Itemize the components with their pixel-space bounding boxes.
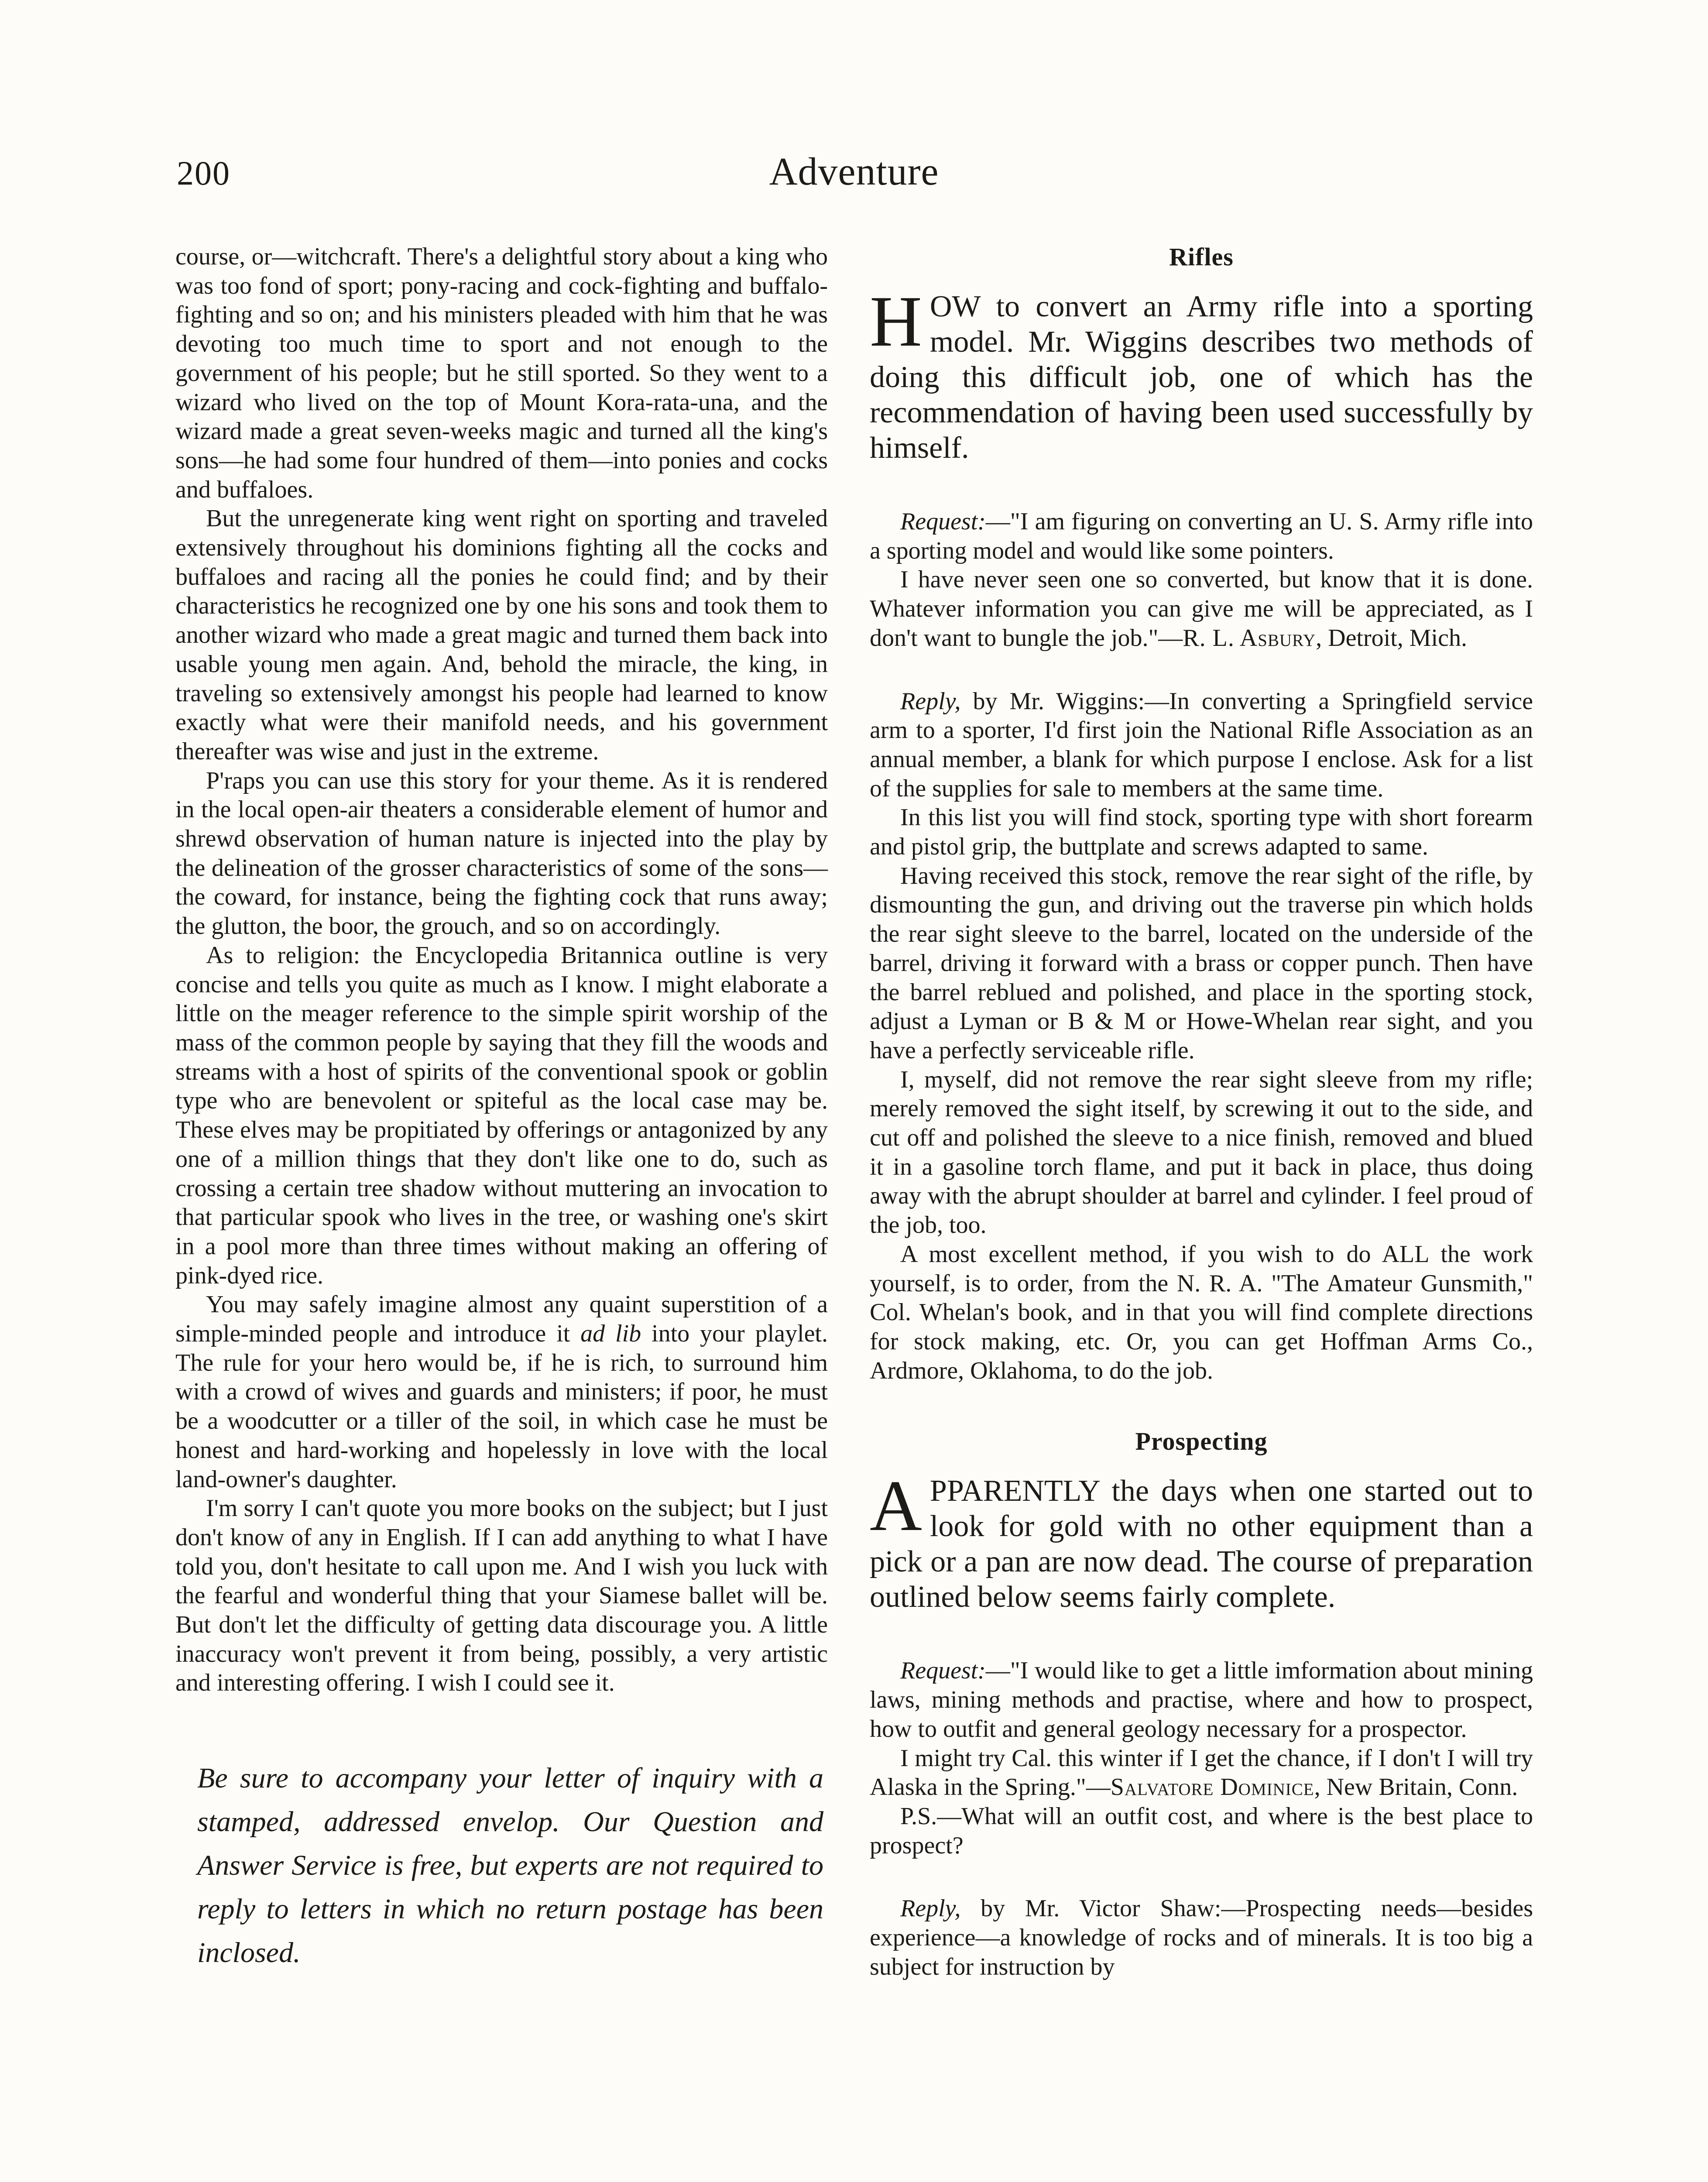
request-label: Request:	[900, 1657, 986, 1685]
section-title-rifles: Rifles	[1169, 243, 1234, 271]
request-signature: R. L. Asbury	[1183, 624, 1316, 652]
request-text: I have never seen one so converted, but know that it is done. Whatever information you can give me will be appreciated, as I don't want to bungle the job."—	[870, 566, 1533, 652]
request-text: —"I am figuring on converting an U. S. Army rifle into a sporting model and would like some pointers.	[870, 508, 1533, 564]
spacer	[870, 1860, 1533, 1894]
italic-phrase: ad lib	[580, 1320, 641, 1348]
request-text: —"I would like to get a little imformation about mining laws, mining methods and practise, where and how to prospect, how to outfit and general geology necessary for a prospector.	[870, 1657, 1533, 1743]
paragraph: I'm sorry I can't quote you more books on the subject; but I just don't know of any in English. If I can add anything to what I have told you, don't hesitate to call upon me. And I wish you luck with the fearful and wonderful thing that your Siamese ballet will be. But don't let the difficulty of getting data discourage you. A little inaccuracy won't prevent it from being, possibly, a very artistic and interesting offering. I wish I could see it.	[175, 1495, 828, 1697]
request-paragraph	[870, 507, 1533, 565]
request-paragraph	[870, 1656, 1533, 1743]
request-signature: Salvatore Dominice	[1110, 1774, 1314, 1801]
intro-text: PPARENTLY the days when one started out to look for gold with no other equipment than a pick or a pan are now dead. The course of preparation outlined below seems fairly complete.	[870, 1474, 1533, 1614]
text-span: into your playlet. The rule for your hero would be, if he is rich, to surround him with a crowd of wives and guards and ministers; if poor, he must be a woodcutter or a tiller of the soil, in which case he must be honest and hard-working and hopelessly in love with the local land-owner's daughter.	[175, 1320, 828, 1493]
drop-cap: H	[870, 281, 922, 361]
spacer	[870, 1385, 1533, 1427]
intro-text: OW to convert an Army rifle into a sporting model. Mr. Wiggins describes two methods of doing this difficult job, one of which has the recommendation of having been used successfully by himself.	[870, 290, 1533, 465]
spacer	[870, 653, 1533, 687]
reply-text: by Mr. Victor Shaw:—Prospecting needs—besides experience—a knowledge of rocks and of minerals. It is too big a subject for instruction by	[870, 1895, 1533, 1980]
reply-paragraph: I, myself, did not remove the rear sight sleeve from my rifle; merely removed the sight itself, by screwing it out to the side, and cut off and polished the sleeve to a nice finish, removed and blued it in a gasoline torch flame, and put it back in place, thus doing away with the abrupt shoulder at barrel and cylinder. I feel proud of the job, too.	[870, 1066, 1533, 1239]
right-column	[870, 242, 1533, 1981]
reply-paragraph: Having received this stock, remove the rear sight of the rifle, by dismounting the gun, and driving out the traverse pin which holds the rear sight sleeve to the barrel, located on the underside of the barrel, driving it forward with a brass or copper punch. Then have the barrel reblued and polished, and place in the sporting stock, adjust a Lyman or B & M or Howe-Whelan rear sight, and you have a perfectly serviceable rifle.	[870, 862, 1533, 1064]
postscript: P.S.—What will an outfit cost, and where is the best place to prospect?	[870, 1802, 1533, 1859]
reply-paragraph	[870, 687, 1533, 803]
request-label: Request:	[900, 508, 986, 535]
reply-label: Reply,	[900, 1895, 961, 1922]
spacer	[870, 1615, 1533, 1656]
paragraph	[175, 1290, 828, 1494]
paragraph: As to religion: the Encyclopedia Britannica outline is very concise and tells you quite as much as I know. I might elaborate a little on the meager reference to the simple spirit worship of the mass of the common people by saying that they fill the woods and streams with a host of spirits of the conventional spook or goblin type who are benevolent or spiteful as the local case may be. These elves may be propitiated by offerings or antagonized by any one of a million things that they don't like one to do, such as crossing a certain tree shadow without muttering an invocation to that particular spook who lives in the tree, or washing one's skirt in a pool more than three times without making an offering of pink-dyed rice.	[175, 941, 828, 1289]
section-intro-rifles	[870, 281, 1533, 466]
section-title-prospecting: Prospecting	[1135, 1427, 1268, 1456]
reply-text: by Mr. Wiggins:—In converting a Springfield service arm to a sporter, I'd first join the National Rifle Association as an annual member, a blank for which purpose I enclose. Ask for a list of the supplies for sale to members at the same time.	[870, 687, 1533, 802]
request-paragraph	[870, 565, 1533, 652]
reply-paragraph: A most excellent method, if you wish to do ALL the work yourself, is to order, from the N. R. A. "The Amateur Gunsmith," Col. Whelan's book, and in that you will find complete directions for stock making, etc. Or, you can get Hoffman Arms Co., Ardmore, Oklahoma, to do the job.	[870, 1240, 1533, 1384]
paragraph: course, or—witchcraft. There's a delightful story about a king who was too fond of sport; pony-racing and cock-fighting and buffalo-fighting and so on; and his ministers pleaded with him that he was devoting too much time to sport and not enough to the government of his people; but he still sported. So they went to a wizard who lived on the top of Mount Kora-rata-una, and the wizard made a great seven-weeks magic and turned all the king's sons—he had some four hundred of them—into ponies and cocks and buffaloes.	[175, 243, 828, 503]
paragraph: P'raps you can use this story for your theme. As it is rendered in the local open-air theaters a considerable element of humor and shrewd observation of human nature is injected into the play by the delineation of the grosser characteristics of some of the sons—the coward, for instance, being the fighting cock that runs away; the glutton, the boor, the grouch, and so on accordingly.	[175, 767, 828, 940]
drop-cap: A	[870, 1465, 922, 1546]
reply-paragraph: In this list you will find stock, sporting type with short forearm and pistol grip, the buttplate and screws adapted to same.	[870, 804, 1533, 861]
request-text: I might try Cal. this winter if I get the chance, if I don't I will try Alaska in the Spring."—	[870, 1744, 1533, 1801]
request-paragraph	[870, 1744, 1533, 1802]
reply-label: Reply,	[900, 687, 961, 715]
spacer	[870, 466, 1533, 507]
request-place: , New Britain, Conn.	[1314, 1774, 1518, 1801]
left-column	[175, 242, 828, 1975]
request-place: , Detroit, Mich.	[1316, 624, 1467, 652]
text-span: You may safely imagine almost any quaint superstition of a simple-minded people and introduce it	[175, 1291, 828, 1348]
postage-note: Be sure to accompany your letter of inquiry with a stamped, addressed envelop. Our Question and Answer Service is free, but experts are not required to reply to letters in which no return postage has been inclosed.	[197, 1762, 823, 1969]
reply-paragraph	[870, 1894, 1533, 1981]
running-title: Adventure	[769, 150, 939, 193]
section-intro-prospecting	[870, 1465, 1533, 1615]
paragraph: But the unregenerate king went right on sporting and traveled extensively throughout his dominions fighting all the cocks and buffaloes and racing all the ponies he could find; and by their characteristics he recognized one by one his sons and took them to another wizard who made a great magic and turned them back into usable young men again. And, behold the miracle, the king, in traveling so extensively amongst his people had learned to know exactly what were their manifold needs, and his government thereafter was wise and just in the extreme.	[175, 505, 828, 765]
page-number: 200	[177, 154, 230, 192]
